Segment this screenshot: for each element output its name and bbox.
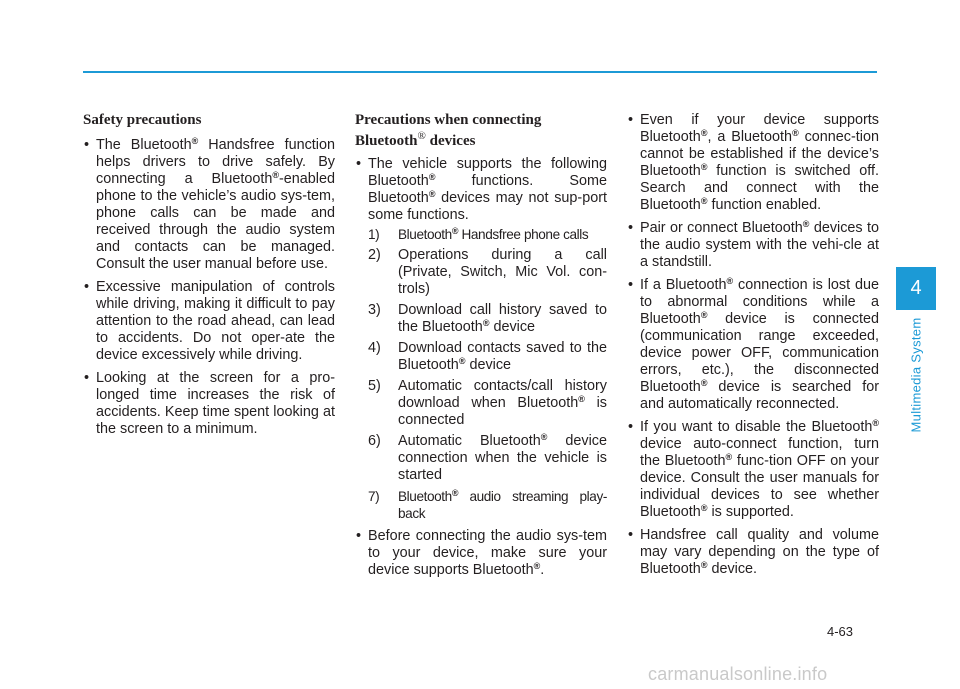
list-item: 7) Bluetooth® audio streaming play-back — [368, 488, 607, 521]
list-item: • Pair or connect Bluetooth® devices to the audio system with the vehi-cle at a standstill. — [627, 220, 879, 271]
column-connection-precautions — [355, 112, 607, 585]
list-item: 3) Download call history saved to the Bluetooth® device — [368, 302, 607, 335]
section-heading-connecting: Precautions when connecting Bluetooth® devices — [355, 112, 542, 149]
list-item: • Even if your device supports Bluetooth®, a Bluetooth® connec-tion cannot be established if the device’s Bluetooth® function is switched off. Search and connect with the Bluetooth® function enabled. — [627, 112, 879, 214]
watermark: carmanualsonline.info — [648, 664, 828, 684]
list-item: • The vehicle supports the following Bluetooth® functions. Some Bluetooth® devices may not sup-port some functions. 1) Bluetooth® Handsfree phone calls 2) Operations during a call (Private, Switch, Mic Vol. con-trols) 3) Download call history saved to the Bluetooth® device 4) Download contacts saved to the Bluetooth® device 5) Automatic contacts/call history download when Bluetooth® is connected 6) Automatic Bluetooth® device connection when the vehicle is started 7) Bluetooth® audio streaming play-back — [355, 156, 607, 522]
column-safety-precautions — [83, 112, 335, 444]
list-item: 5) Automatic contacts/call history download when Bluetooth® is connected — [368, 378, 607, 428]
list-item: • The Bluetooth® Handsfree function helps drivers to drive safely. By connecting a Bluetooth®-enabled phone to the vehicle’s audio sys-tem, phone calls can be made and received through the audio system and contacts can be managed. Consult the user manual before use. — [83, 137, 335, 273]
safety-list — [83, 137, 335, 438]
list-item: 4) Download contacts saved to the Bluetooth® device — [368, 340, 607, 373]
list-item: 6) Automatic Bluetooth® device connection when the vehicle is started — [368, 432, 607, 483]
notes-list — [627, 112, 879, 578]
list-item: • Before connecting the audio sys-tem to your device, make sure your device supports Bluetooth®. — [355, 528, 607, 579]
supported-functions-list — [368, 226, 607, 522]
header-rule — [83, 71, 877, 73]
chapter-tab: 4 — [896, 267, 936, 310]
list-item: • Looking at the screen for a pro-longed time increases the risk of accidents. Keep time spent looking at the screen to a minimum. — [83, 370, 335, 438]
list-item: • If you want to disable the Bluetooth® device auto-connect function, turn the Bluetooth® func-tion OFF on your device. Consult the user manuals for individual devices to see whether Bluetooth® is supported. — [627, 419, 879, 521]
connection-list — [355, 156, 607, 579]
chapter-title: Multimedia System — [908, 317, 924, 433]
page-number: 4-63 — [827, 624, 854, 639]
list-item: 2) Operations during a call (Private, Switch, Mic Vol. con-trols) — [368, 247, 607, 297]
list-item: 1) Bluetooth® Handsfree phone calls — [368, 226, 589, 242]
column-connection-notes — [627, 112, 879, 584]
list-item: • Excessive manipulation of controls while driving, making it difficult to pay attention to the road ahead, can lead to accidents. Do not oper-ate the device excessively while driving. — [83, 279, 335, 364]
section-heading-safety: Safety precautions — [83, 112, 202, 128]
list-item: • Handsfree call quality and volume may vary depending on the type of Bluetooth® device. — [627, 527, 879, 578]
list-item: • If a Bluetooth® connection is lost due to abnormal conditions while a Bluetooth® device is connected (communication range exceeded, device power OFF, communication errors, etc.), the disconnected Bluetooth® device is searched for and automatically reconnected. — [627, 277, 879, 413]
